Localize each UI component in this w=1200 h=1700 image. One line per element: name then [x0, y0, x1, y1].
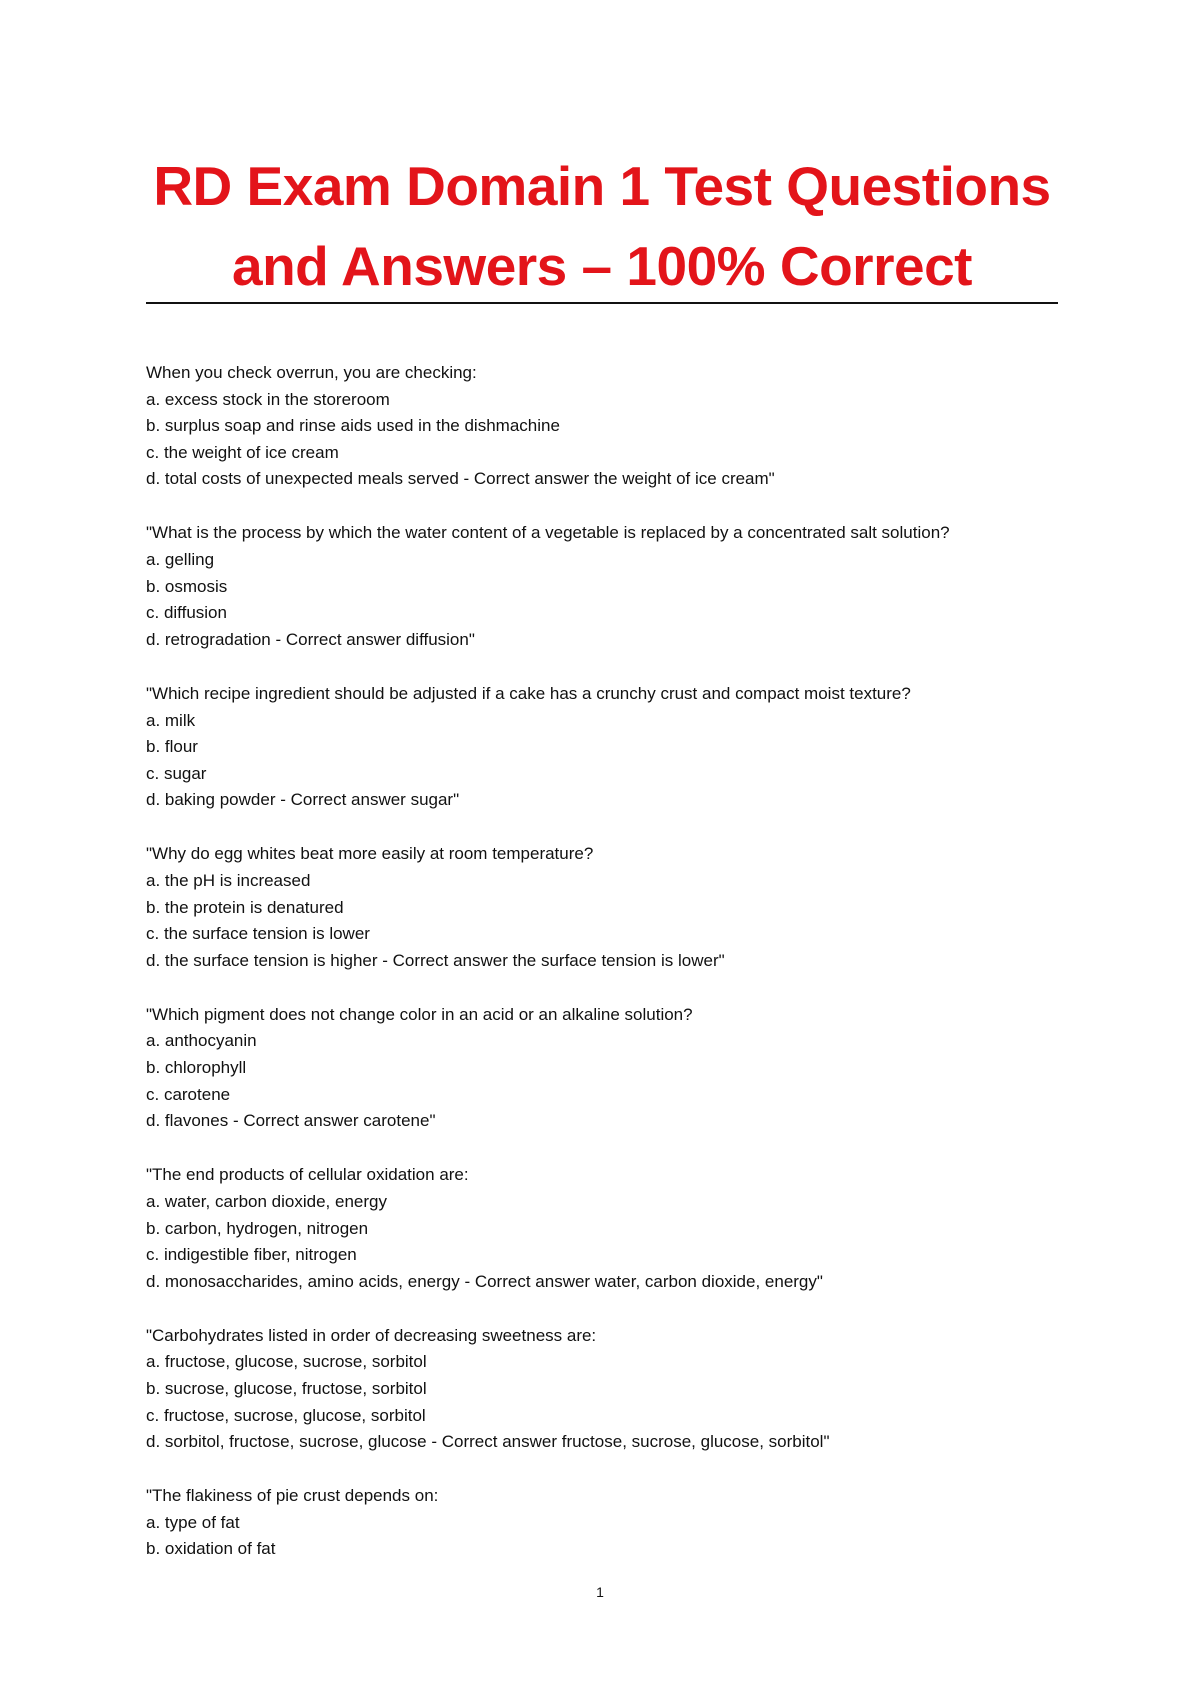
- option-b: b. carbon, hydrogen, nitrogen: [146, 1218, 369, 1238]
- option-b: b. oxidation of fat: [146, 1539, 276, 1559]
- option-a: a. fructose, glucose, sucrose, sorbitol: [146, 1352, 427, 1372]
- option-a: a. milk: [146, 710, 196, 730]
- question-text: "Which recipe ingredient should be adjusted if a cake has a crunchy crust and compact moist texture?: [146, 683, 911, 703]
- question-text: "Why do egg whites beat more easily at room temperature?: [146, 844, 594, 864]
- option-a: a. excess stock in the storeroom: [146, 389, 390, 409]
- question-block-4: [146, 841, 1058, 974]
- option-d-with-answer: d. the surface tension is higher - Correct answer the surface tension is lower": [146, 950, 725, 970]
- option-c: c. fructose, sucrose, glucose, sorbitol: [146, 1405, 426, 1425]
- option-a: a. anthocyanin: [146, 1031, 257, 1051]
- question-block-6: [146, 1162, 1058, 1295]
- document-title: [146, 146, 1058, 306]
- option-a: a. water, carbon dioxide, energy: [146, 1191, 387, 1211]
- question-text: When you check overrun, you are checking:: [146, 363, 477, 382]
- page-number: 1: [596, 1584, 604, 1600]
- option-d-with-answer: d. total costs of unexpected meals served - Correct answer the weight of ice cream": [146, 469, 775, 489]
- question-list: [146, 360, 1058, 1591]
- option-d-with-answer: d. sorbitol, fructose, sucrose, glucose - Correct answer fructose, sucrose, glucose, sorbitol": [146, 1432, 830, 1452]
- question-text: "What is the process by which the water content of a vegetable is replaced by a concentrated salt solution?: [146, 523, 950, 543]
- question-block-2: [146, 520, 1058, 653]
- title-line-1: RD Exam Domain 1 Test Questions: [153, 155, 1051, 217]
- question-block-3: [146, 681, 1058, 814]
- option-c: c. the surface tension is lower: [146, 924, 370, 944]
- title-line-2: and Answers – 100% Correct: [231, 235, 972, 297]
- option-a: a. the pH is increased: [146, 871, 311, 890]
- option-c: c. carotene: [146, 1084, 231, 1104]
- option-d-with-answer: d. retrogradation - Correct answer diffusion": [146, 629, 475, 649]
- question-text: "Which pigment does not change color in an acid or an alkaline solution?: [146, 1004, 693, 1024]
- option-c: c. indigestible fiber, nitrogen: [146, 1245, 357, 1265]
- question-text: "Carbohydrates listed in order of decreasing sweetness are:: [146, 1325, 597, 1345]
- option-a: a. type of fat: [146, 1512, 240, 1532]
- option-d-with-answer: d. baking powder - Correct answer sugar": [146, 790, 460, 810]
- option-c: c. sugar: [146, 763, 207, 783]
- option-b: b. chlorophyll: [146, 1058, 247, 1078]
- option-b: b. flour: [146, 737, 198, 757]
- question-text: "The end products of cellular oxidation are:: [146, 1165, 469, 1185]
- option-b: b. surplus soap and rinse aids used in the dishmachine: [146, 416, 560, 436]
- question-block-1: [146, 360, 1058, 493]
- question-block-7: [146, 1323, 1058, 1456]
- option-b: b. osmosis: [146, 576, 228, 596]
- option-c: c. diffusion: [146, 603, 227, 623]
- question-block-8: [146, 1483, 1058, 1563]
- option-b: b. the protein is denatured: [146, 897, 344, 917]
- option-b: b. sucrose, glucose, fructose, sorbitol: [146, 1379, 427, 1398]
- option-d-with-answer: d. monosaccharides, amino acids, energy - Correct answer water, carbon dioxide, energy": [146, 1271, 823, 1291]
- option-c: c. the weight of ice cream: [146, 442, 339, 462]
- question-text: "The flakiness of pie crust depends on:: [146, 1486, 439, 1506]
- question-block-5: [146, 1002, 1058, 1135]
- option-d-with-answer: d. flavones - Correct answer carotene": [146, 1111, 436, 1131]
- title-underline: [146, 302, 1058, 304]
- option-a: a. gelling: [146, 550, 215, 570]
